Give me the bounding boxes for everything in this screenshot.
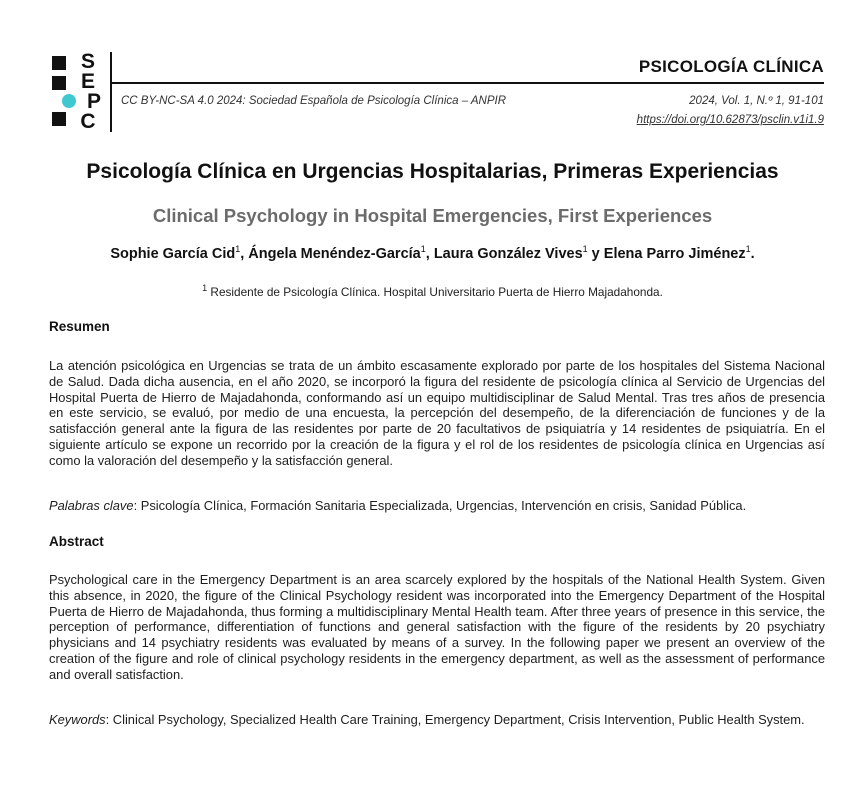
logo-letter-p: P (86, 90, 101, 113)
abstract-keywords-list: : Clinical Psychology, Specialized Health Care Training, Emergency Department, Crisis Intervention, Public Health System. (105, 712, 805, 727)
author-separator: y (587, 246, 604, 262)
resumen-heading: Resumen (49, 319, 110, 334)
logo-letter-e: E (80, 70, 95, 93)
logo-letter-c: C (80, 110, 96, 133)
journal-name: PSICOLOGÍA CLÍNICA (638, 57, 824, 76)
logo-dot (62, 94, 76, 108)
author-list (0, 246, 865, 262)
author-sup: 1 (235, 244, 241, 255)
abstract-keywords-label: Keywords (49, 712, 106, 727)
abstract-heading: Abstract (49, 534, 104, 549)
author-sup: 1 (745, 244, 751, 255)
resumen-keywords (49, 498, 825, 514)
header-vertical-rule (110, 52, 112, 132)
affiliation-sup: 1 (202, 283, 208, 294)
header-horizontal-rule (112, 82, 824, 84)
doi-link[interactable]: https://doi.org/10.62873/psclin.v1i1.9 (636, 114, 824, 126)
logo-square-1 (52, 56, 66, 70)
resumen-text: La atención psicológica en Urgencias se trata de un ámbito escasamente explorado por parte de los hospitales del Sistema Nacional de Salud. Dada dicha ausencia, en el año 2020, se incorporó la figura del residente de psicología clínica al Servicio de Urgencias del Hospital Puerta de Hierro de Majadahonda, conformando así un equipo multidisciplinar de Salud Mental. Tras tres años de presencia en este servicio, se evaluó, por medio de una encuesta, la percepción del desempeño, de la diferenciación de funciones y de la satisfacción general ante la figura de las residentes por parte de 20 facultativos de psiquiatría y 14 residentes de psiquiatría. En el siguiente artículo se expone un recorrido por la creación de la figura y el rol de los residentes de psicología clínica en Urgencias así como la valoración del desempeño y la satisfacción general. (49, 358, 825, 468)
author-name: Sophie García Cid (110, 246, 236, 262)
author-name: Laura González Vives (433, 246, 583, 262)
affiliation (0, 285, 865, 299)
author-separator: , (240, 246, 249, 262)
article-title: Psicología Clínica en Urgencias Hospitalarias, Primeras Experiencias (86, 160, 779, 183)
author-name: Elena Parro Jiménez (603, 246, 746, 262)
volume-info: 2024, Vol. 1, N.º 1, 91-101 (689, 95, 824, 107)
author-separator: . (750, 246, 755, 262)
affiliation-text: Residente de Psicología Clínica. Hospital Universitario Puerta de Hierro Majadahonda. (210, 285, 663, 299)
author-sup: 1 (582, 244, 588, 255)
logo-square-2 (52, 76, 66, 90)
logo-letter-s: S (80, 50, 95, 73)
author-sup: 1 (420, 244, 426, 255)
abstract-keywords (49, 712, 825, 728)
logo-square-3 (52, 112, 66, 126)
resumen-keywords-list: : Psicología Clínica, Formación Sanitaria Especializada, Urgencias, Intervención en crisis, Sanidad Pública. (133, 498, 747, 513)
author-separator: , (425, 246, 434, 262)
resumen-keywords-label: Palabras clave (49, 498, 134, 513)
article-subtitle: Clinical Psychology in Hospital Emergencies, First Experiences (152, 205, 713, 226)
license-line: CC BY-NC-SA 4.0 2024: Sociedad Española de Psicología Clínica – ANPIR (121, 95, 507, 107)
author-name: Ángela Menéndez-García (248, 246, 421, 262)
abstract-text: Psychological care in the Emergency Department is an area scarcely explored by the hospitals of the National Health System. Given this absence, in 2020, the figure of the Clinical Psychology resident was incorporated into the Emergency Department of the Hospital Puerta de Hierro de Majadahonda, thus forming a multidisciplinary Mental Health team. After three years of presence in this service, the perception of performance, differentiation of functions and general satisfaction with the figure of the residents by 20 psychiatry physicians and 14 psychiatry residents was evaluated by means of a survey. In the following paper we present an overview of the creation of the figure and role of clinical psychology residents in the emergency department, as well as the assessment of performance and overall satisfaction. (49, 572, 825, 682)
